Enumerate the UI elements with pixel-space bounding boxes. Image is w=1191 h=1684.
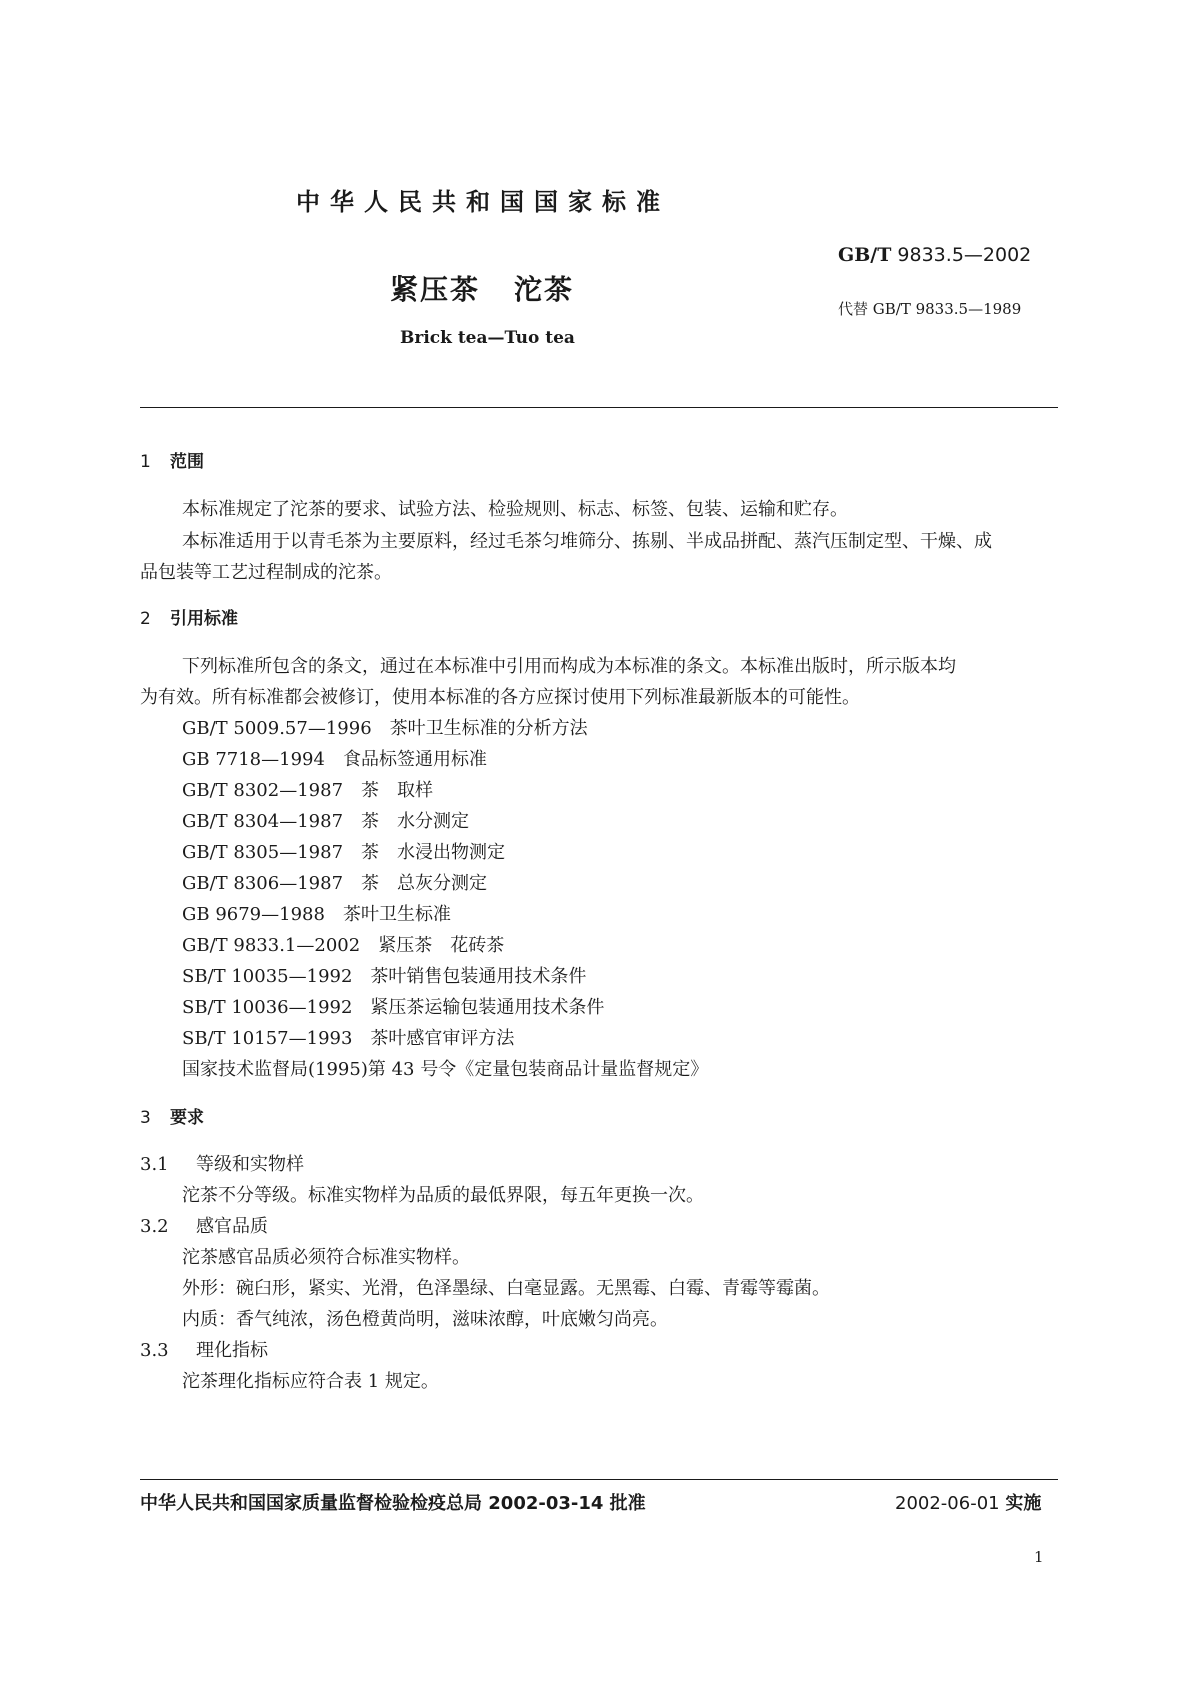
effective-date-label: 实施 — [1005, 1493, 1042, 1514]
reference-item: GB/T 9833.1—2002 紧压茶 花砖茶 — [182, 935, 505, 956]
subsection-3-1-paragraph: 沱茶不分等级。标准实物样为品质的最低界限，每五年更换一次。 — [182, 1185, 704, 1206]
subsection-3-2-heading — [140, 1212, 268, 1238]
section-1-heading — [140, 447, 204, 472]
effective-date-value: 2002-06-01 — [895, 1493, 1000, 1514]
subsection-3-3-heading — [140, 1336, 268, 1362]
section-1-number: 1 — [140, 452, 151, 472]
reference-item: GB/T 8305—1987 茶 水浸出物测定 — [182, 842, 506, 863]
section-2-number: 2 — [140, 609, 151, 629]
section-1-title: 范围 — [170, 452, 204, 472]
national-standard-title: 中华人民共和国国家标准 — [296, 188, 670, 216]
section-2-title: 引用标准 — [170, 609, 238, 629]
section-3-heading — [140, 1103, 204, 1128]
standard-code-prefix: GB/T — [838, 244, 892, 266]
reference-item: SB/T 10036—1992 紧压茶运输包装通用技术条件 — [182, 997, 605, 1018]
reference-item: GB/T 8306—1987 茶 总灰分测定 — [182, 873, 488, 894]
subsection-3-2-paragraph-3: 内质：香气纯浓，汤色橙黄尚明，滋味浓醇，叶底嫩匀尚亮。 — [182, 1309, 668, 1330]
section-2-paragraph-line-2: 为有效。所有标准都会被修订，使用本标准的各方应探讨使用下列标准最新版本的可能性。 — [140, 687, 860, 708]
english-title: Brick tea—Tuo tea — [400, 328, 575, 348]
section-3-title: 要求 — [170, 1108, 204, 1128]
subsection-3-1-number: 3.1 — [140, 1154, 169, 1175]
reference-item: GB 9679—1988 茶叶卫生标准 — [182, 904, 451, 925]
section-1-paragraph-2-line-2: 品包装等工艺过程制成的沱茶。 — [140, 562, 392, 583]
subsection-3-3-title: 理化指标 — [196, 1340, 268, 1361]
document-title-part2: 沱茶 — [514, 273, 575, 306]
subsection-3-3-number: 3.3 — [140, 1340, 169, 1361]
reference-item: 国家技术监督局(1995)第 43 号令《定量包装商品计量监督规定》 — [182, 1059, 709, 1080]
document-title — [390, 268, 574, 308]
reference-item: GB/T 5009.57—1996 茶叶卫生标准的分析方法 — [182, 718, 588, 739]
reference-item: GB/T 8302—1987 茶 取样 — [182, 780, 434, 801]
subsection-3-1-heading — [140, 1150, 304, 1176]
reference-item: SB/T 10035—1992 茶叶销售包装通用技术条件 — [182, 966, 587, 987]
reference-item: GB/T 8304—1987 茶 水分测定 — [182, 811, 470, 832]
replaces-standard: 代替 GB/T 9833.5—1989 — [838, 300, 1022, 318]
reference-item: GB 7718—1994 食品标签通用标准 — [182, 749, 487, 770]
effective-date — [895, 1489, 1041, 1515]
section-2-paragraph-line-1: 下列标准所包含的条文，通过在本标准中引用而构成为本标准的条文。本标准出版时，所示版本均 — [182, 656, 956, 677]
subsection-3-2-paragraph-2: 外形：碗臼形，紧实、光滑，色泽墨绿、白毫显露。无黑霉、白霉、青霉等霉菌。 — [182, 1278, 830, 1299]
subsection-3-2-title: 感官品质 — [196, 1216, 268, 1237]
header-divider — [140, 407, 1058, 408]
standard-code-number: 9833.5—2002 — [897, 244, 1032, 266]
footer-divider — [140, 1479, 1058, 1480]
document-title-part1: 紧压茶 — [390, 273, 481, 306]
subsection-3-1-title: 等级和实物样 — [196, 1154, 304, 1175]
section-1-paragraph-1: 本标准规定了沱茶的要求、试验方法、检验规则、标志、标签、包装、运输和贮存。 — [182, 499, 848, 520]
section-2-heading — [140, 604, 238, 629]
standard-code — [838, 244, 1031, 266]
reference-item: SB/T 10157—1993 茶叶感官审评方法 — [182, 1028, 515, 1049]
subsection-3-2-paragraph-1: 沱茶感官品质必须符合标准实物样。 — [182, 1247, 470, 1268]
subsection-3-3-paragraph: 沱茶理化指标应符合表 1 规定。 — [182, 1371, 439, 1392]
section-3-number: 3 — [140, 1108, 151, 1128]
subsection-3-2-number: 3.2 — [140, 1216, 169, 1237]
issuer-approval: 中华人民共和国国家质量监督检验检疫总局 2002-03-14 批准 — [140, 1493, 646, 1514]
page-number: 1 — [1034, 1548, 1044, 1566]
section-1-paragraph-2-line-1: 本标准适用于以青毛茶为主要原料，经过毛茶匀堆筛分、拣剔、半成品拼配、蒸汽压制定型、干燥、成 — [182, 531, 992, 552]
